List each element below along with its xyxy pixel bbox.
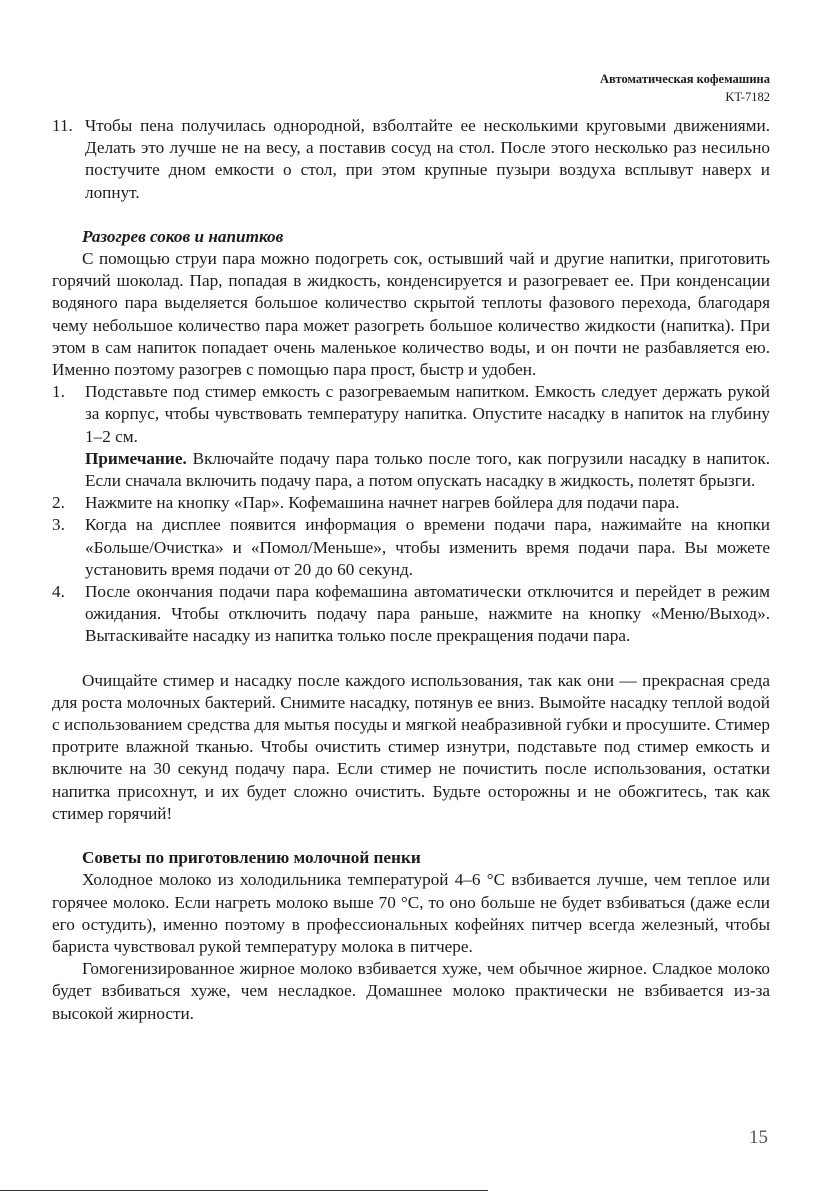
section-title-milk-foam: Советы по приготовлению молочной пенки <box>82 848 421 868</box>
step-text: После окончания подачи пара кофемашина автоматически отключится и перейдет в режим ожидания. Чтобы отключить подачу пара раньше, нажмите на кнопку «Меню/Выход». Вытаскивайте насадку из напитка только после прекращения подачи пара. <box>85 582 770 646</box>
page-header <box>600 70 770 106</box>
step-number: 1. <box>52 382 65 402</box>
page-number: 15 <box>749 1127 768 1148</box>
step-number: 3. <box>52 515 65 535</box>
milk-paragraph-1: Холодное молоко из холодильника температурой 4–6 °С взбивается лучше, чем теплое или горячее молоко. Если нагреть молоко выше 70 °С, то оно больше не будет взбиваться (даже если его остудить), именно поэтому в профессиональных кофейнях питчер всегда железный, чтобы бариста чувствовал рукой температуру молока в питчере. <box>52 870 770 956</box>
section-title-juice: Разогрев соков и напитков <box>82 226 284 246</box>
step-note <box>85 448 770 492</box>
header-title: Автоматическая кофемашина <box>600 72 770 86</box>
step-number: 4. <box>52 582 65 602</box>
cleaning-paragraph: Очищайте стимер и насадку после каждого использования, так как они — прекрасная среда для роста молочных бактерий. Снимите насадку, потянув ее вниз. Вымойте насадку теплой водой с использованием средства для мытья посуды и мягкой неабразивной губки и просушите. Стимер протрите влажной тканью. Чтобы очистить стимер изнутри, подставьте под стимер емкость и включите на 30 секунд подачу пара. Если стимер не почистить после использования, остатки напитка присохнут, и их будет сложно очистить. Будьте осторожны и не обожгитесь, так как стимер горячий! <box>52 670 770 823</box>
step-item-2 <box>52 492 770 514</box>
bottom-rule <box>0 1190 488 1191</box>
step-number: 2. <box>52 493 65 513</box>
step-text: Когда на дисплее появится информация о времени подачи пара, нажимайте на кнопки «Больше/Очистка» и «Помол/Меньше», чтобы изменить время подачи пара. Вы можете установить время подачи от 20 до 60 секунд. <box>85 515 770 579</box>
step-text: Нажмите на кнопку «Пар». Кофемашина начнет нагрев бойлера для подачи пара. <box>85 493 680 513</box>
page-content <box>52 115 770 1025</box>
step-item-3 <box>52 514 770 581</box>
item-text: Чтобы пена получилась однородной, взболтайте ее несколькими круговыми движениями. Делать это лучше не на весу, а поставив сосуд на стол. После этого несколько раз несильно постучите дном емкости о стол, при этом крупные пузыри воздуха всплывут наверх и лопнут. <box>85 116 770 202</box>
section-intro: С помощью струи пара можно подогреть сок, остывший чай и другие напитки, приготовить горячий шоколад. Пар, попадая в жидкость, конденсируется и разогревает ее. При конденсации водяного пара выделяется большое количество скрытой теплоты фазового перехода, благодаря чему небольшое количество пара может разогреть большое количество жидкости (напитка). При этом в сам напиток попадает очень маленькое количество воды, и он почти не разбавляется ею. Именно поэтому разогрев с помощью пара прост, быстр и удобен. <box>52 249 770 380</box>
step-text: Подставьте под стимер емкость с разогреваемым напитком. Емкость следует держать рукой за корпус, чтобы чувствовать температуру напитка. Опустите насадку в напиток на глубину 1–2 см. <box>85 382 770 446</box>
item-number: 11. <box>52 116 73 135</box>
step-item-4 <box>52 581 770 648</box>
note-label: Примечание. <box>85 448 187 468</box>
step-item-1 <box>52 381 770 492</box>
milk-paragraph-2: Гомогенизированное жирное молоко взбивается хуже, чем обычное жирное. Сладкое молоко будет взбиваться хуже, чем несладкое. Домашнее молоко практически не взбивается из-за высокой жирности. <box>52 959 770 1023</box>
note-text: Включайте подачу пара только после того, как погрузили насадку в напиток. Если сначала включить подачу пара, а потом опускать насадку в жидкость, полетят брызги. <box>85 448 770 491</box>
list-item-11 <box>52 115 770 204</box>
header-model: KT-7182 <box>725 90 770 104</box>
